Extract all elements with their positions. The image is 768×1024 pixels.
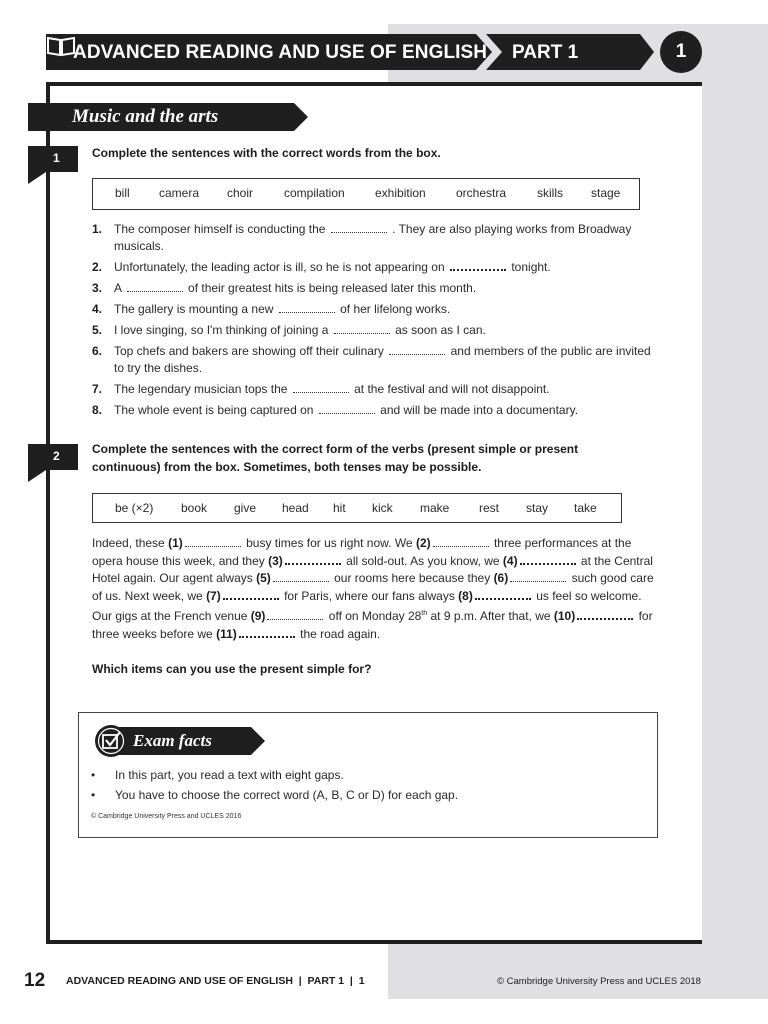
para-text: the road again. [300,626,381,641]
para-text: for Paris, where our fans always [284,588,455,603]
exam-fact-item: • You have to choose the correct word (A, B, C or D) for each gap. [91,788,458,808]
answer-gap[interactable] [510,571,566,582]
footer-title: ADVANCED READING AND USE OF ENGLISH | PART 1 | 1 [66,975,365,987]
para-text: off on Monday 28 [328,609,422,624]
item-text: and will be made into a documentary. [380,403,579,417]
sentence-item [92,381,652,398]
item-number: 5. [92,323,103,337]
item-text: The legendary musician tops the [114,382,288,396]
word-box-item: choir [227,186,254,200]
item-text: The gallery is mounting a new [114,302,274,316]
exercise-1-items [92,221,652,423]
exercise-2-instruction: Complete the sentences with the correct form of the verbs (present simple or present continuous) from the box. Sometimes, both tenses may be possible. [92,442,579,474]
item-text: . They are also playing works from Broadway musicals. [114,222,632,253]
answer-gap[interactable] [285,553,341,565]
sentence-item [92,402,652,419]
sentence-item [92,221,652,255]
para-text: Indeed, these [92,536,165,550]
word-box-item: compilation [284,186,345,200]
item-number: 4. [92,302,103,316]
exercise-1-word-box [92,178,640,210]
page-footer [0,970,768,994]
answer-gap[interactable] [279,302,335,313]
gap-number: (3) [268,553,283,568]
item-text: The whole event is being captured on [114,403,314,417]
answer-gap[interactable] [334,323,390,334]
gap-number: (7) [206,588,221,603]
exercise-2-number: 2 [53,449,60,463]
para-text: our rooms here because they [334,571,491,586]
book-icon [46,34,76,58]
item-text: of their greatest hits is being released later this month. [188,281,477,295]
answer-gap[interactable] [127,281,183,292]
footer-copyright: © Cambridge University Press and UCLES 2018 [497,976,701,987]
word-box-item: give [234,501,257,515]
answer-gap[interactable] [389,344,445,355]
word-box-item: book [181,501,208,515]
gap-number: (11) [216,626,237,641]
section-title-tab [28,103,308,131]
para-text: busy times for us right now. We [246,536,413,550]
word-box-item: exhibition [375,186,426,200]
answer-gap[interactable] [267,609,323,620]
item-text: tonight. [511,260,551,274]
exercise-2-badge [28,444,78,482]
word-box-item: skills [537,186,563,200]
para-text: us feel so welcome. Our gigs at the French venue [92,588,642,624]
exam-facts-title: Exam facts [133,731,212,750]
word-box-item: camera [159,186,200,200]
exercise-2-word-box [92,493,622,523]
item-text: at the festival and will not disappoint. [354,382,550,396]
checkbox-tick-icon [95,725,127,757]
para-text: such good care of us. Next week, we [92,571,654,603]
page-number: 12 [24,970,46,991]
answer-gap[interactable] [331,222,387,233]
para-text: at 9 p.m. After that, we [430,609,551,624]
gap-number: (5) [256,571,271,586]
para-text: all sold-out. As you know, we [346,553,500,568]
word-box-item: rest [479,501,500,515]
answer-gap[interactable] [475,588,531,600]
answer-gap[interactable] [273,571,329,582]
section-title: Music and the arts [72,106,219,127]
word-box-item: kick [372,501,393,515]
answer-gap[interactable] [450,259,506,271]
exam-fact-item: • In this part, you read a text with eight gaps. [91,768,458,788]
exercise-1-number: 1 [53,151,60,165]
word-box-item: stay [526,501,549,515]
item-number: 7. [92,382,103,396]
word-box-item: bill [115,186,130,200]
gap-number: (6) [493,571,509,586]
exercise-1-badge [28,146,78,184]
item-text: and members of the public are invited to try the dishes. [114,344,651,375]
item-number: 8. [92,403,103,417]
item-text: Top chefs and bakers are showing off their culinary [114,344,384,358]
page-header [46,34,654,70]
para-text: three performances at the opera house this week, and they [92,536,632,568]
sentence-item [92,280,652,297]
word-box-item: make [420,501,450,515]
answer-gap[interactable] [520,553,576,565]
para-text: for three weeks before we [92,609,653,641]
ordinal-suffix: th [421,610,428,618]
answer-gap[interactable] [239,626,295,638]
word-box-item: take [574,501,597,515]
item-text: Unfortunately, the leading actor is ill, so he is not appearing on [114,260,445,274]
header-part: PART 1 [512,42,579,63]
word-box-item: be (×2) [115,501,154,515]
gap-number: (4) [502,553,518,568]
exercise-1-instruction: Complete the sentences with the correct words from the box. [92,146,441,160]
gap-number: (8) [458,588,473,603]
sentence-item [92,301,652,318]
item-number: 6. [92,344,103,358]
gap-number: (10) [553,609,576,624]
item-text: as soon as I can. [395,323,486,337]
item-number: 3. [92,281,103,295]
answer-gap[interactable] [319,403,375,414]
answer-gap[interactable] [223,588,279,600]
item-text: of her lifelong works. [340,302,451,316]
exam-facts-box [78,712,658,838]
gap-number: (1) [168,536,183,550]
unit-number-badge: 1 [660,31,702,73]
item-number: 2. [92,260,103,274]
exam-facts-copyright: © Cambridge University Press and UCLES 2016 [91,813,242,820]
exam-facts-tab [95,725,265,757]
item-text: The composer himself is conducting the [114,222,326,236]
item-number: 1. [92,222,103,236]
exam-facts-list [91,768,458,808]
answer-gap[interactable] [293,382,349,393]
item-text: I love singing, so I'm thinking of joining a [114,323,329,337]
item-text: A [114,281,122,295]
gap-number: (9) [250,609,266,624]
sentence-item [92,322,652,339]
gap-number: (2) [415,536,431,550]
header-title: ADVANCED READING AND USE OF ENGLISH [73,42,488,63]
answer-gap[interactable] [185,536,241,547]
answer-gap[interactable] [433,536,489,547]
exercise-2-text [92,535,658,644]
sentence-item [92,259,652,276]
word-box-item: hit [333,501,346,515]
word-box-item: orchestra [456,186,507,200]
exercise-2-question: Which items can you use the present simple for? [92,662,372,676]
answer-gap[interactable] [577,608,633,620]
word-box-item: head [282,501,309,515]
word-box-item: stage [591,186,621,200]
sentence-item [92,343,652,377]
para-text: at the Central Hotel again. Our agent always [92,553,653,586]
